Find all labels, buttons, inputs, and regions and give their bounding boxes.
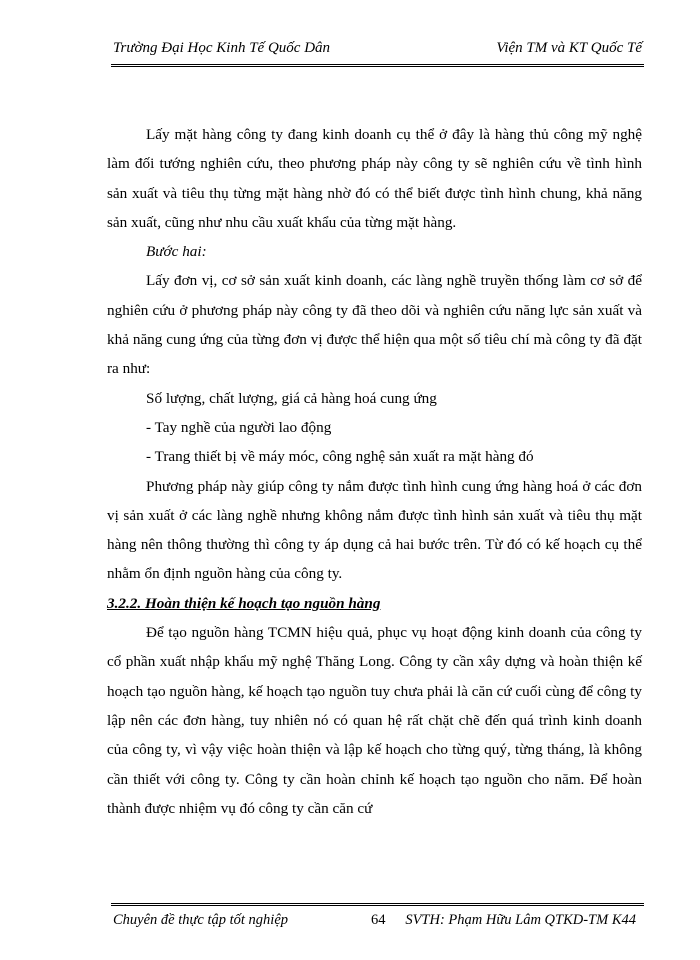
header-university: Trường Đại Học Kinh Tế Quốc Dân <box>113 40 331 56</box>
page-header <box>111 36 644 64</box>
section-heading: 3.2.2. Hoàn thiện kế hoạch tạo nguồn hàng <box>107 594 381 612</box>
criteria-item: - Tay nghề của người lao động <box>146 418 332 436</box>
page-body <box>107 120 642 823</box>
page-footer <box>111 910 644 934</box>
paragraph-4: Để tạo nguồn hàng TCMN hiệu quả, phục vụ hoạt động kinh doanh của công ty cổ phần xuất nhập khẩu mỹ nghệ Thăng Long. Công ty cần xây dựng và hoàn thiện kế hoạch tạo nguồn hàng, kế hoạch tạo nguồn tuy chưa phải là căn cứ cuối cùng để công ty lập nên các đơn hàng, tuy nhiên nó có quan hệ rất chặt chẽ đến quá trình kinh doanh của công ty, vì vậy việc hoàn thiện và lập kế hoạch cho từng quý, từng tháng, là không cần thiết với công ty. Công ty cần hoàn chỉnh kế hoạch tạo nguồn cho năm. Để hoàn thành được nhiệm vụ đó công ty cần căn cứ <box>107 624 642 817</box>
paragraph-3: Phương pháp này giúp công ty nắm được tình hình cung ứng hàng hoá ở các đơn vị sản xuất ở các làng nghề nhưng không nắm được tình hình sản xuất và tiêu thụ mặt hàng nên thông thường thì công ty áp dụng cả hai bước trên. Từ đó có kế hoạch cụ thể nhằm ổn định nguồn hàng của công ty. <box>107 477 642 583</box>
criteria-item: - Trang thiết bị về máy móc, công nghệ sản xuất ra mặt hàng đó <box>146 448 534 466</box>
footer-student: SVTH: Phạm Hữu Lâm QTKD-TM K44 <box>405 912 636 928</box>
paragraph-2: Lấy đơn vị, cơ sở sản xuất kinh doanh, các làng nghề truyền thống làm cơ sở để nghiên cứu ở phương pháp này công ty đã theo dõi và nghiên cứu năng lực sản xuất và khả năng cung ứng của từng đơn vị được thể hiện qua một số tiêu chí mà công ty đã đặt ra như: <box>107 272 642 378</box>
header-rule <box>111 64 644 67</box>
step-two-label: Bước hai: <box>146 243 207 261</box>
paragraph-1: Lấy mặt hàng công ty đang kinh doanh cụ thể ở đây là hàng thủ công mỹ nghệ làm đối tướng nghiên cứu, theo phương pháp này công ty sẽ nghiên cứu về tình hình sản xuất và tiêu thụ từng mặt hàng nhờ đó có thể biết được tình hình chung, khả năng sản xuất, cũng như nhu cầu xuất khẩu của từng mặt hàng. <box>107 126 642 231</box>
header-institute: Viện TM và KT Quốc Tế <box>496 40 642 56</box>
page-number: 64 <box>371 912 386 928</box>
footer-rule <box>111 903 644 906</box>
footer-report-type: Chuyên đề thực tập tốt nghiệp <box>113 912 289 928</box>
criteria-item: Số lượng, chất lượng, giá cả hàng hoá cung ứng <box>146 389 437 407</box>
